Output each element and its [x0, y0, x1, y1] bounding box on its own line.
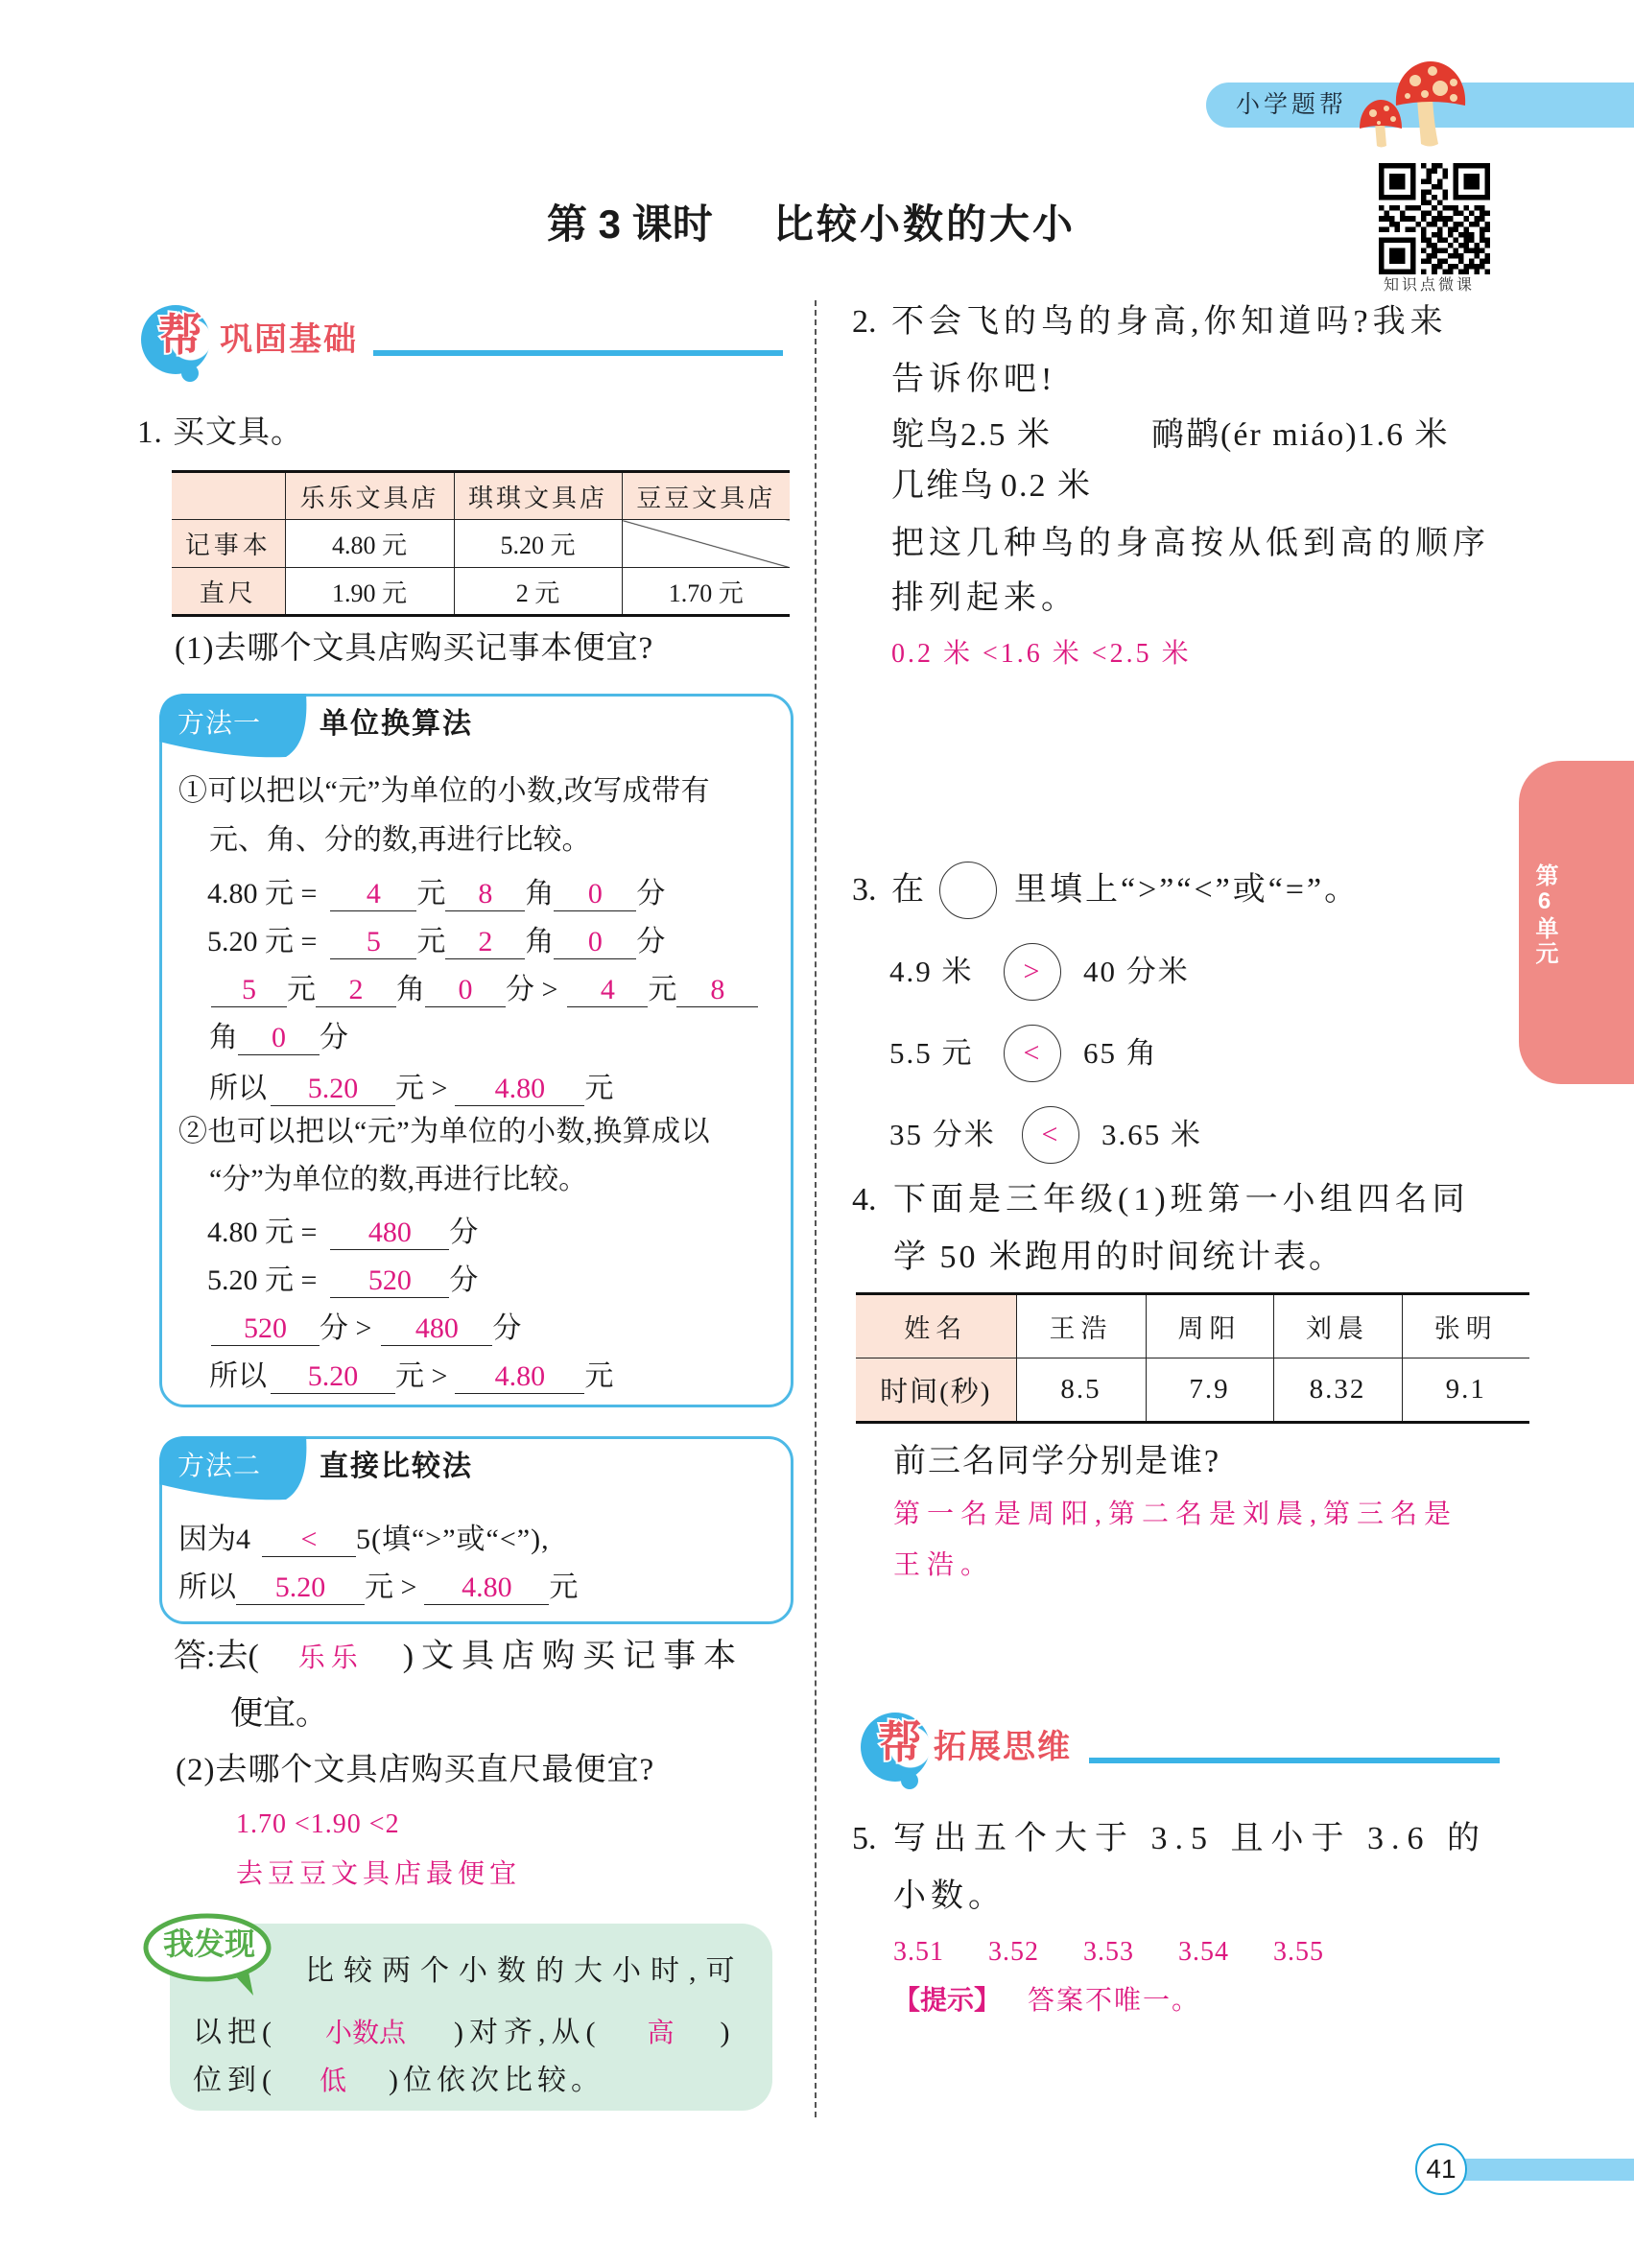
discover-line [193, 2019, 729, 2047]
line-text: 分 [449, 1264, 479, 1296]
answer-blank: < [262, 1524, 356, 1557]
unit-label: 第6单元 [1531, 863, 1557, 966]
line-text: 4.80 元 = [207, 1217, 318, 1248]
question-2-instruction [891, 582, 1078, 615]
method1-line [178, 777, 710, 806]
question-number: 5. [852, 1821, 877, 1856]
question-5 [852, 1823, 1487, 1855]
line-text: 分 [492, 1312, 522, 1344]
answer-fill: 低 [319, 2067, 346, 2096]
question-number: 4. [852, 1182, 877, 1217]
question-text: 写出五个大于 3.5 且小于 3.6 的 [893, 1821, 1487, 1856]
page-number-text: 41 [1426, 2154, 1456, 2184]
column-header: 乐乐文具店 [285, 472, 454, 520]
table-cell: 7.9 [1146, 1358, 1273, 1423]
question-number: 2. [852, 304, 877, 340]
method1-name: 单位换算法 [320, 708, 473, 740]
answer-blank: 480 [330, 1217, 449, 1250]
compare-item [889, 1105, 1202, 1164]
mushroom-icon [1348, 56, 1473, 152]
running-time-table [856, 1292, 1529, 1424]
method2-tag: 方法二 [178, 1451, 262, 1480]
table-cell: 1.90 元 [285, 568, 454, 616]
part1-answer [174, 1641, 744, 1673]
answer-blank: 5.20 [236, 1571, 365, 1605]
table-cell: 5.20 元 [454, 520, 622, 568]
answer-continuation: 便宜。 [230, 1696, 328, 1732]
answer-blank: 4.80 [455, 1073, 584, 1106]
question-5-hint [893, 1987, 1200, 2015]
answer-value: 3.51 [893, 1937, 944, 1967]
line-text: ①可以把以“元”为单位的小数,改写成带有 [178, 775, 711, 807]
line-text: 位到( [193, 2065, 277, 2096]
bird-height [891, 470, 1092, 503]
answer-text: 1.70 <1.90 <2 [236, 1809, 400, 1839]
stationery-price-table [172, 470, 790, 617]
section-header-basic [137, 305, 367, 391]
part1-question [175, 633, 653, 665]
bird-name: 鸸鹋(ér miáo) [1151, 417, 1359, 453]
badge-tail-icon [901, 1772, 918, 1789]
compare-item [889, 1024, 1158, 1082]
part1-answer-continuation [230, 1698, 328, 1731]
bird-value: 0.2 米 [1001, 468, 1092, 504]
question-5-line [893, 1880, 1006, 1913]
table-cell: 8.5 [1016, 1358, 1146, 1423]
line-text: 分 [636, 926, 666, 957]
line-text: 元、角、分的数,再进行比较。 [209, 824, 591, 856]
table-cell: 周阳 [1146, 1294, 1273, 1358]
line-text: 比较两个小数的大小时,可 [305, 1955, 745, 1987]
answer-blank: 0 [425, 974, 506, 1007]
answer-fill: 高 [647, 2019, 675, 2048]
line-text: )位依次比较。 [389, 2065, 604, 2096]
question-text: 前三名同学分别是谁? [893, 1444, 1221, 1479]
line-text: ②也可以把以“元”为单位的小数,换算成以 [178, 1116, 711, 1147]
answer-blank: 0 [554, 878, 636, 911]
row-header: 记事本 [172, 520, 285, 568]
line-text: 5(填“>”或“<”), [356, 1524, 550, 1555]
table-cell: 4.80 元 [285, 520, 454, 568]
line-text: 分 > [506, 974, 558, 1005]
bird-name: 几维鸟 [891, 468, 995, 504]
answer-text: 0.2 米 <1.6 米 <2.5 米 [891, 639, 1192, 669]
answer-text: 去豆豆文具店最便宜 [236, 1859, 522, 1889]
answer-blank: 520 [330, 1264, 449, 1298]
section-title: 巩固基础 [220, 321, 358, 358]
method1-line [209, 1360, 613, 1394]
answer-fill: 乐乐 [297, 1643, 364, 1673]
method1-line [209, 1022, 348, 1055]
method1-line [211, 1312, 521, 1346]
line-text: 所以 [209, 1360, 267, 1392]
line-text: 5.20 元 = [207, 1264, 318, 1296]
line-text: 分 [636, 878, 666, 910]
section-title: 拓展思维 [934, 1729, 1072, 1765]
answer-blank: 4.80 [455, 1360, 584, 1394]
column-header: 豆豆文具店 [622, 472, 790, 520]
part2-answer-line [236, 1861, 521, 1888]
question-4 [852, 1184, 1470, 1217]
line-text: 元 > [395, 1073, 448, 1104]
question-number: 1. [137, 415, 163, 450]
method2-line [178, 1571, 578, 1605]
answer-blank: 4 [567, 974, 648, 1007]
bird-value: 2.5 米 [960, 417, 1052, 453]
line-text: 分 [449, 1217, 479, 1248]
question-text: 学 50 米跑用的时间统计表。 [893, 1240, 1344, 1275]
answer-blank: 2 [445, 926, 525, 959]
method1-line [207, 878, 665, 911]
answer-blank: 5 [330, 926, 416, 959]
answer-value: 3.55 [1273, 1937, 1324, 1967]
answer-blank: 5 [211, 974, 287, 1007]
badge-char: 帮 [158, 310, 202, 360]
table-cell: 刘晨 [1273, 1294, 1402, 1358]
bird-value: 1.6 米 [1358, 417, 1450, 453]
column-divider [815, 300, 817, 2117]
question-4-ask [893, 1446, 1220, 1478]
method1-line [207, 1217, 478, 1250]
line-text: )对齐,从( [454, 2017, 602, 2048]
question-text: 不会飞的鸟的身高,你知道吗?我来 [891, 304, 1448, 340]
section-header-extend [857, 1713, 1087, 1799]
empty-circle-icon [939, 862, 997, 919]
line-text: 以把( [193, 2017, 277, 2048]
question-number: 3. [852, 871, 877, 908]
discover-line [305, 1957, 745, 1986]
table-cell: 8.32 [1273, 1358, 1402, 1423]
method1-line [211, 974, 758, 1007]
question-text: (1)去哪个文具店购买记事本便宜? [175, 631, 654, 666]
question-2-line [891, 364, 1056, 396]
question-text: 里填上“>”“<”或“=”。 [1014, 871, 1361, 908]
method1-tag: 方法一 [178, 708, 262, 738]
table-cell: 1.70 元 [622, 568, 790, 616]
empty-diagonal-cell [622, 520, 790, 568]
table-row [172, 520, 790, 568]
line-text: 元 [648, 974, 677, 1005]
question-2 [852, 306, 1448, 339]
table-row-times [856, 1358, 1529, 1423]
table-cell: 王浩 [1016, 1294, 1146, 1358]
line-text: 元 [416, 878, 446, 910]
question-text: (2)去哪个文具店购买直尺最便宜? [176, 1753, 655, 1787]
bird-height [891, 419, 1052, 452]
compare-right: 40 分米 [1083, 955, 1190, 988]
method2-line [178, 1524, 550, 1557]
line-text: 分 [320, 1022, 348, 1053]
line-text: 元 [287, 974, 316, 1005]
brand-label: 小学题帮 [1236, 91, 1348, 118]
question-text: 下面是三年级(1)班第一小组四名同 [893, 1182, 1470, 1217]
column-header: 琪琪文具店 [454, 472, 622, 520]
answer-value: 3.53 [1083, 1937, 1134, 1967]
section-rule [373, 350, 783, 356]
question-5-answers [893, 1939, 1368, 1966]
line-text: 角 [525, 878, 555, 910]
answer-blank: 8 [445, 878, 525, 911]
answer-blank: 5.20 [271, 1360, 395, 1394]
line-text: 元 > [365, 1571, 417, 1603]
method1-line [207, 1264, 478, 1298]
qr-code-icon [1379, 163, 1490, 274]
line-text: 角 [396, 974, 425, 1005]
question-prompt: 买文具。 [173, 415, 303, 450]
answer-blank: 2 [316, 974, 396, 1007]
row-header: 直尺 [172, 568, 285, 616]
answer-blank: 8 [676, 974, 758, 1007]
compare-right: 65 角 [1083, 1036, 1158, 1070]
line-text: 4.80 元 = [207, 878, 318, 910]
method1-line [209, 826, 591, 855]
method2-name: 直接比较法 [320, 1451, 473, 1482]
compare-left: 35 分米 [889, 1118, 996, 1151]
answer-blank: 0 [554, 926, 636, 959]
answer-prefix: 答:去( [174, 1639, 259, 1674]
line-text: 元 [584, 1073, 614, 1104]
question-1 [137, 417, 303, 449]
badge-tail-icon [181, 365, 199, 382]
compare-answer-circle: < [1004, 1025, 1061, 1082]
table-header-row [172, 472, 790, 520]
part2-answer-line [236, 1811, 400, 1838]
hint-label: 【提示】 [893, 1985, 1002, 2015]
page-number-bar [1464, 2159, 1634, 2181]
line-text: 因为4 [178, 1524, 250, 1555]
badge-char: 帮 [878, 1717, 922, 1767]
method1-line [178, 1118, 710, 1146]
row-header: 时间(秒) [856, 1358, 1016, 1423]
discover-badge: 我发现 [163, 1926, 256, 1961]
compare-left: 4.9 米 [889, 955, 974, 988]
question-text: 排列起来。 [891, 580, 1078, 616]
answer-value: 3.52 [988, 1937, 1039, 1967]
question-text: 小数。 [893, 1878, 1006, 1914]
compare-right: 3.65 米 [1101, 1118, 1202, 1151]
line-text: 所以 [209, 1073, 267, 1104]
answer-blank: 520 [211, 1312, 320, 1346]
hint-text: 答案不唯一。 [1028, 1986, 1201, 2016]
page-number [1415, 2143, 1467, 2195]
answer-text: 王浩。 [893, 1550, 995, 1580]
method1-line [209, 1073, 613, 1106]
line-text: “分”为单位的数,再进行比较。 [209, 1164, 588, 1195]
answer-blank: 4 [330, 878, 416, 911]
question-4-answer [893, 1501, 1457, 1528]
part2-question [176, 1755, 654, 1786]
answer-value: 3.54 [1178, 1937, 1229, 1967]
line-text: 角 [525, 926, 555, 957]
answer-blank: 0 [238, 1022, 320, 1055]
question-3 [852, 861, 1360, 919]
row-header: 姓名 [856, 1294, 1016, 1358]
table-row [172, 568, 790, 616]
answer-blank: 4.80 [424, 1571, 549, 1605]
bird-height [1151, 419, 1450, 452]
table-corner-cell [172, 472, 285, 520]
question-2-instruction [891, 528, 1490, 560]
line-text: 元 [416, 926, 446, 957]
question-text: 把这几种鸟的身高按从低到高的顺序 [891, 526, 1490, 561]
question-text: 告诉你吧! [891, 362, 1057, 397]
answer-fill: 小数点 [324, 2019, 406, 2048]
bird-name: 鸵鸟 [891, 417, 960, 453]
question-4-answer [893, 1552, 994, 1579]
compare-left: 5.5 元 [889, 1036, 974, 1070]
question-2-answer [891, 641, 1192, 668]
compare-answer-circle: > [1004, 943, 1061, 1001]
line-text: 分 > [320, 1312, 372, 1344]
line-text: 元 [584, 1360, 614, 1392]
lesson-number: 第 3 课时 [547, 201, 713, 247]
discover-line [193, 2067, 604, 2095]
qr-caption: 知识点微课 [1384, 277, 1476, 294]
compare-answer-circle: < [1022, 1106, 1079, 1164]
line-text: ) [720, 2017, 730, 2048]
line-text: 所以 [178, 1571, 236, 1603]
method1-line [207, 926, 665, 959]
answer-blank: 5.20 [271, 1073, 395, 1106]
question-4-line [893, 1241, 1344, 1274]
table-row-names [856, 1294, 1529, 1358]
answer-blank: 480 [381, 1312, 492, 1346]
question-text: 在 [891, 871, 927, 908]
line-text: 5.20 元 = [207, 926, 318, 957]
section-rule [1089, 1758, 1500, 1763]
line-text: 角 [209, 1022, 238, 1053]
answer-text: 第一名是周阳,第二名是刘晨,第三名是 [893, 1500, 1458, 1529]
compare-item [889, 942, 1190, 1001]
answer-suffix: )文具店购买记事本 [402, 1639, 745, 1674]
page-title: 比较小数的大小 [773, 201, 1077, 247]
table-cell: 2 元 [454, 568, 622, 616]
table-cell: 张明 [1402, 1294, 1529, 1358]
line-text: 元 [549, 1571, 579, 1603]
line-text: 元 > [395, 1360, 448, 1392]
method1-line [209, 1166, 587, 1194]
table-cell: 9.1 [1402, 1358, 1529, 1423]
